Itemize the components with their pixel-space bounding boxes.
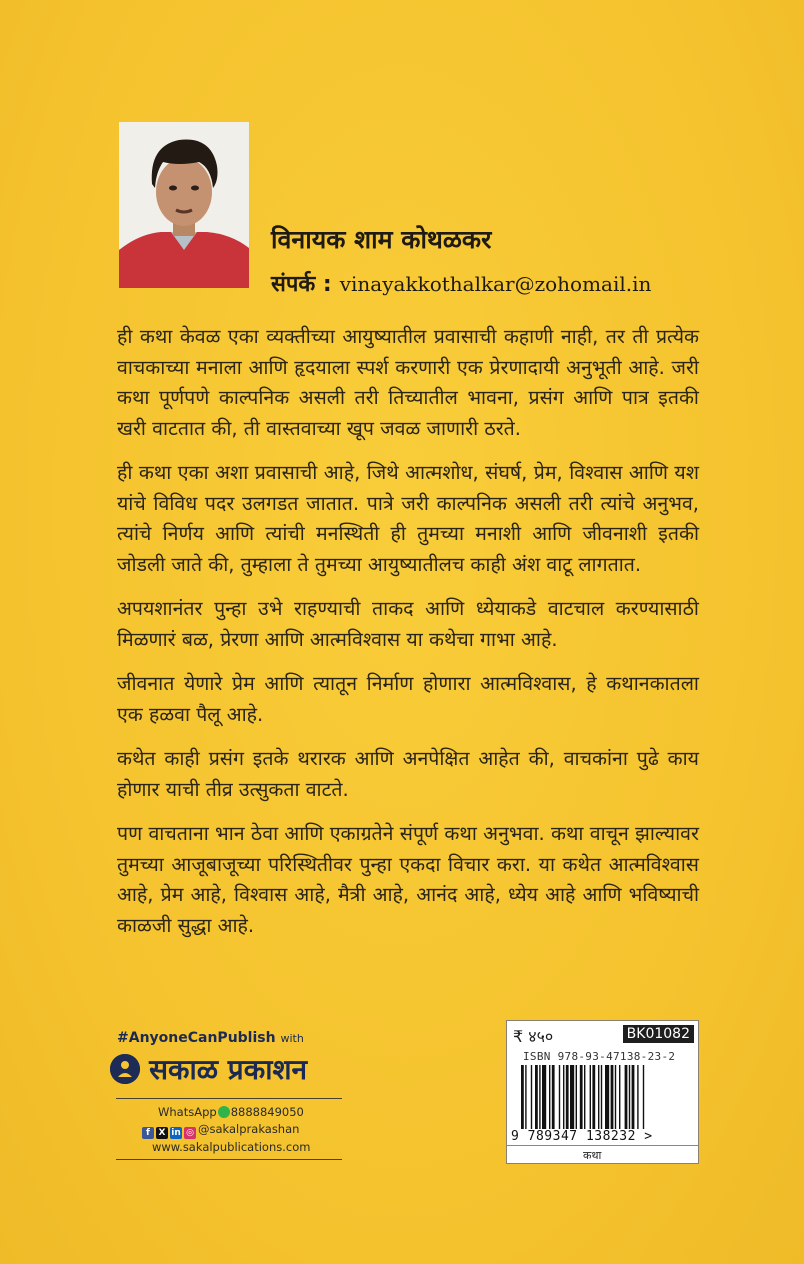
contact-line (271, 268, 651, 298)
publisher-logo (110, 1050, 307, 1092)
facebook-icon[interactable]: f (142, 1127, 154, 1139)
book-code: BK01082 (623, 1025, 694, 1043)
social-line (142, 1122, 299, 1139)
author-photo (119, 122, 249, 288)
whatsapp-icon (218, 1106, 230, 1118)
isbn-digits: 9 789347 138232 > (511, 1129, 653, 1144)
barcode-bars (521, 1065, 685, 1129)
author-email[interactable]: vinayakkothalkar@zohomail.in (339, 272, 652, 296)
instagram-icon[interactable]: ◎ (184, 1127, 196, 1139)
book-category: कथा (507, 1145, 698, 1163)
blurb-paragraph: अपयशानंतर पुन्हा उभे राहण्याची ताकद आणि ध्येयाकडे वाटचाल करण्यासाठी मिळणारं बळ, प्रेरणा आणि आत्मविश्वास या कथेचा गाभा आहे. (117, 597, 699, 651)
divider (116, 1159, 342, 1160)
linkedin-icon[interactable]: in (171, 1128, 181, 1138)
publisher-emblem-icon (110, 1054, 140, 1084)
x-icon[interactable]: X (156, 1127, 168, 1139)
price: ₹ ४५० (513, 1027, 554, 1046)
publisher-hashtag: #AnyoneCanPublish with (117, 1030, 304, 1046)
blurb-paragraph: ही कथा एका अशा प्रवासाची आहे, जिथे आत्मशोध, संघर्ष, प्रेम, विश्वास आणि यश यांचे विविध पदर उलगडत जातात. पात्रे जरी काल्पनिक असली तरी त्यांचे अनुभव, त्यांचे निर्णय आणि त्यांची मनस्थिती ही तुमच्या मनाशी आणि जीवनाशी इतकी जोडली जाते की, तुम्हाला ते तुमच्या आयुष्यातीलच काही अंश वाटू लागतात. (117, 461, 699, 576)
social-handle: @sakalprakashan (198, 1122, 300, 1136)
publisher-website[interactable]: www.sakalpublications.com (152, 1140, 311, 1154)
author-name: विनायक शाम कोथळकर (271, 225, 492, 254)
blurb-paragraph: जीवनात येणारे प्रेम आणि त्यातून निर्माण होणारा आत्मविश्वास, हे कथानकातला एक हळवा पैलू आहे. (117, 672, 699, 726)
divider (116, 1098, 342, 1099)
blurb-paragraph: कथेत काही प्रसंग इतके थरारक आणि अनपेक्षित आहेत की, वाचकांना पुढे काय होणार याची तीव्र उत्सुकता वाटते. (117, 747, 699, 801)
barcode-box (506, 1020, 699, 1164)
isbn-label: ISBN 978-93-47138-23-2 (523, 1050, 676, 1063)
publisher-name: सकाळ प्रकाशन (149, 1053, 308, 1086)
publisher-block (110, 1030, 342, 1160)
blurb-paragraph: पण वाचताना भान ठेवा आणि एकाग्रतेने संपूर्ण कथा अनुभवा. कथा वाचून झाल्यावर तुमच्या आजूबाजूच्या परिस्थितीवर पुन्हा एकदा विचार करा. या कथेत आत्मविश्वास आहे, प्रेम आहे, विश्वास आहे, मैत्री आहे, आनंद आहे, ध्येय आहे आणि भविष्याची काळजी सुद्धा आहे. (117, 822, 699, 937)
whatsapp-line: WhatsApp 8888849050 (158, 1105, 304, 1119)
book-blurb (117, 322, 699, 955)
blurb-paragraph: ही कथा केवळ एका व्यक्तीच्या आयुष्यातील प्रवासाची कहाणी नाही, तर ती प्रत्येक वाचकाच्या मनाला आणि हृदयाला स्पर्श करणारी एक प्रेरणादायी अनुभूती आहे. जरी कथा पूर्णपणे काल्पनिक असली तरी तिच्यातील भावना, प्रसंग आणि पात्र इतकी खरी वाटतात की, ती वास्तवाच्या खूप जवळ जाणारी ठरते. (117, 325, 699, 440)
contact-label: संपर्क : (271, 272, 332, 297)
